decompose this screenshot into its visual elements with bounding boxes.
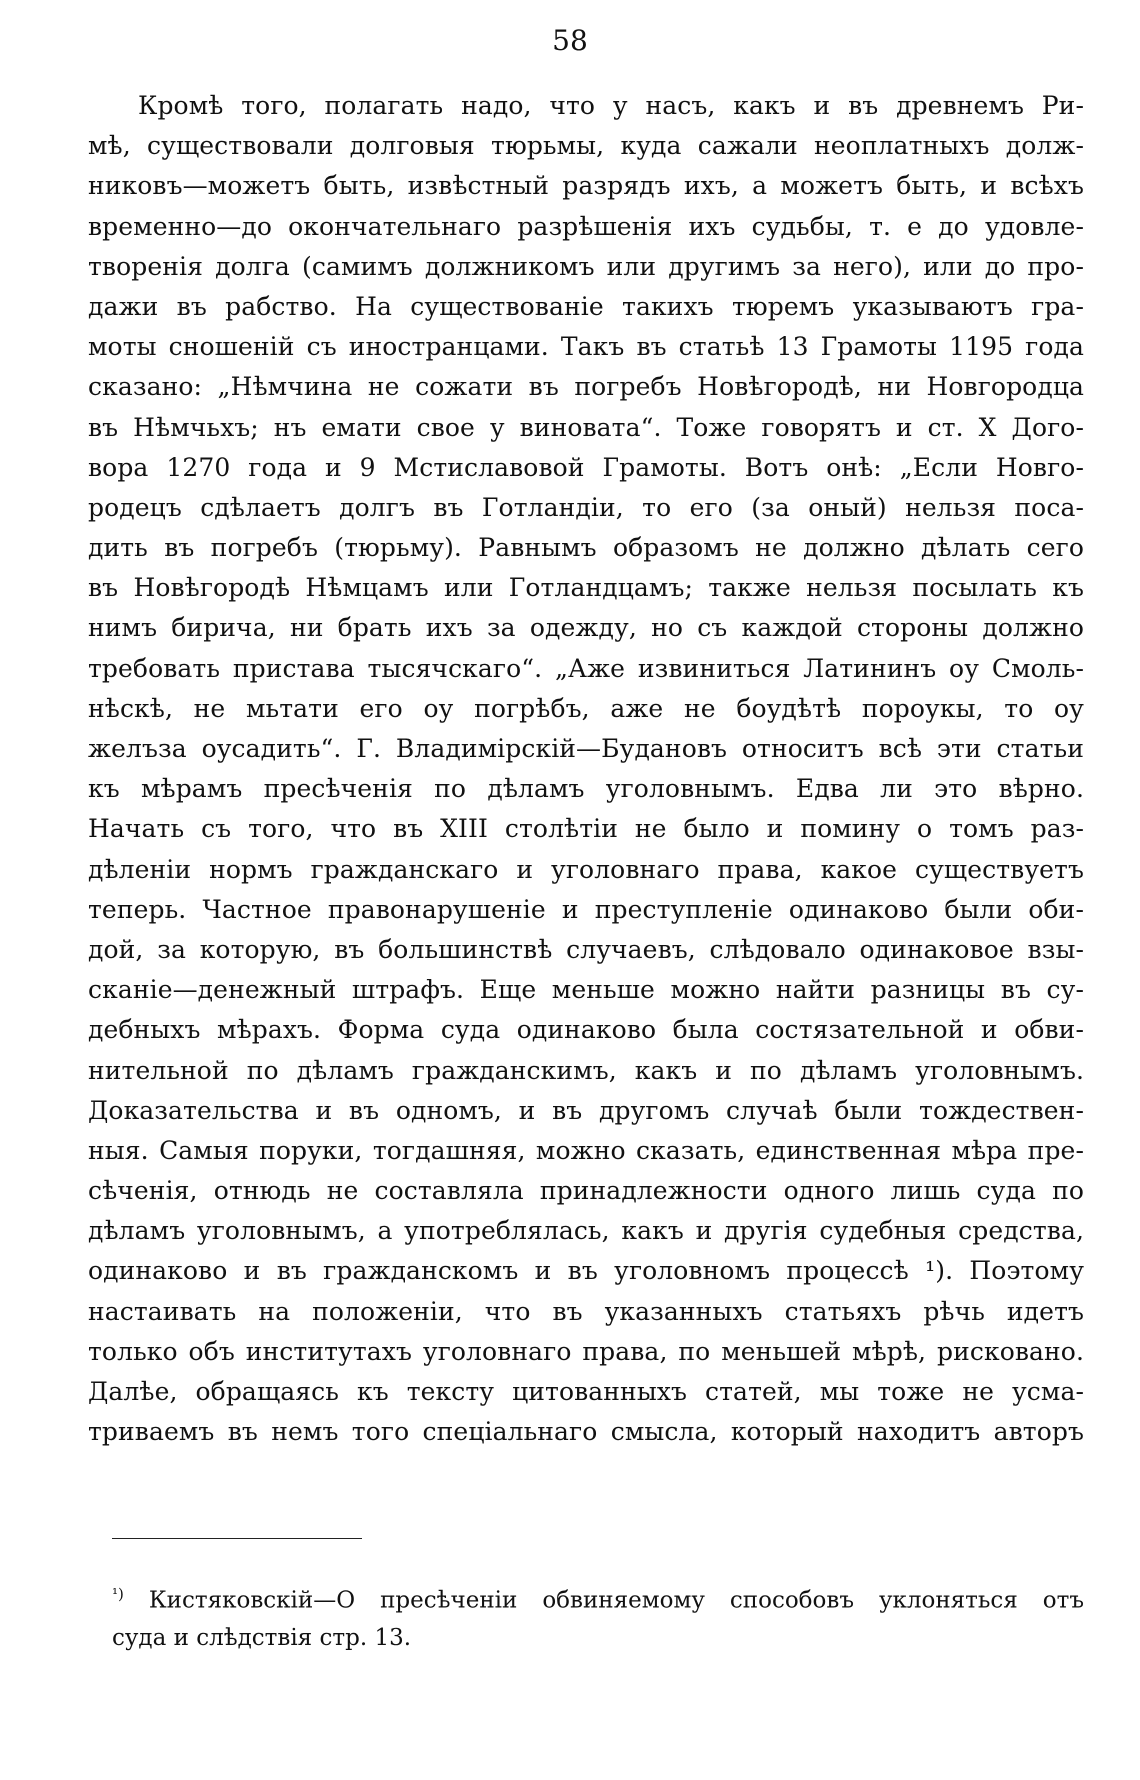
footnote-text: Кистяковскій—О пресѣченіи обвиняемому способовъ уклоняться отъ (148, 1587, 1084, 1614)
text-line: Начать съ того, что въ XIII столѣтіи не было и помину о томъ раз- (88, 814, 1084, 844)
text-line: триваемъ въ немъ того спеціальнаго смысла, который находитъ авторъ (88, 1417, 1084, 1447)
text-line: дажи въ рабство. На существованіе такихъ тюремъ указываютъ гра- (88, 291, 1084, 321)
text-line: нѣскѣ, не мьтати его оу погрѣбъ, аже не боудѣтѣ пороукы, то оу (88, 693, 1084, 723)
text-line: къ мѣрамъ пресѣченія по дѣламъ уголовнымъ. Едва ли это вѣрно. (88, 774, 1084, 804)
text-line: дить въ погребъ (тюрьму). Равнымъ образомъ не должно дѣлать сего (88, 533, 1084, 563)
text-line: требовать пристава тысячскаго“. „Аже извиниться Латининъ оу Смоль- (88, 653, 1084, 683)
text-line: вора 1270 года и 9 Мстиславовой Грамоты. Вотъ онѣ: „Если Новго- (88, 452, 1084, 482)
text-line: никовъ—можетъ быть, извѣстный разрядъ ихъ, а можетъ быть, и всѣхъ (88, 171, 1084, 201)
text-line: въ Новѣгородѣ Нѣмцамъ или Готландцамъ; также нельзя посылать къ (88, 573, 1084, 603)
text-line: родецъ сдѣлаетъ долгъ въ Готландіи, то его (за оный) нельзя посa- (88, 492, 1084, 522)
text-line: только объ институтахъ уголовнаго права, по меньшей мѣрѣ, рисковано. (88, 1336, 1084, 1366)
footnote-line: суда и слѣдствія стр. 13. (112, 1625, 412, 1651)
page-number: 58 (552, 24, 588, 57)
text-line: теперь. Частное правонарушеніе и преступленіе одинаково были оби- (88, 894, 1084, 924)
text-line: дѣленіи нормъ гражданскаго и уголовнаго права, какое существуетъ (88, 854, 1084, 884)
footnote-line (112, 1572, 1084, 1616)
text-line: сканіе—денежный штрафъ. Еще меньше можно найти разницы въ су- (88, 975, 1084, 1005)
text-line: творенія долга (самимъ должникомъ или другимъ за него), или до про- (88, 251, 1084, 281)
text-line: нительной по дѣламъ гражданскимъ, какъ и по дѣламъ уголовнымъ. (88, 1055, 1084, 1085)
text-line: настаивать на положеніи, что въ указанныхъ статьяхъ рѣчь идетъ (88, 1296, 1084, 1326)
text-line: одинаково и въ гражданскомъ и въ уголовномъ процессѣ ¹). Поэтому (88, 1256, 1084, 1286)
text-line: ныя. Самыя поруки, тогдашняя, можно сказать, единственная мѣра пре- (88, 1135, 1084, 1165)
footnote-divider (112, 1538, 362, 1539)
text-line: нимъ бирича, ни брать ихъ за одежду, но съ каждой стороны должно (88, 613, 1084, 643)
text-line: въ Нѣмчьхъ; нъ емати свое у виновата“. Тоже говорятъ и ст. X Дого- (88, 412, 1084, 442)
text-line: сказано: „Нѣмчина не сожати въ погребъ Новѣгородѣ, ни Новгородца (88, 372, 1084, 402)
footnote (112, 1572, 1084, 1660)
text-line: дой, за которую, въ большинствѣ случаевъ, слѣдовало одинаковое взы- (88, 934, 1084, 964)
text-line: мѣ, существовали долговыя тюрьмы, куда сажали неоплатныхъ долж- (88, 131, 1084, 161)
text-line: сѣченія, отнюдь не составляла принадлежности одного лишь суда по (88, 1176, 1084, 1206)
text-line: временно—до окончательнаго разрѣшенія ихъ судьбы, т. е до удовле- (88, 211, 1084, 241)
text-line: дѣламъ уголовнымъ, а употреблялась, какъ и другія судебныя средства, (88, 1216, 1084, 1246)
text-line: Кромѣ того, полагать надо, что у насъ, какъ и въ древнемъ Ри- (138, 91, 1084, 120)
text-line: желъза оусадить“. Г. Владимірскій—Будановъ относитъ всѣ эти статьи (88, 734, 1084, 763)
body-text (88, 86, 1084, 1452)
footnote-marker: ¹) (112, 1585, 124, 1603)
text-line: Доказательства и въ одномъ, и въ другомъ случаѣ были тождествен- (88, 1095, 1084, 1125)
text-line: моты сношеній съ иностранцами. Такъ въ статьѣ 13 Грамоты 1195 года (88, 332, 1084, 362)
text-line: дебныхъ мѣрахъ. Форма суда одинаково была состязательной и обви- (88, 1015, 1084, 1045)
text-line: Далѣе, обращаясь къ тексту цитованныхъ статей, мы тоже не усма- (88, 1377, 1084, 1406)
